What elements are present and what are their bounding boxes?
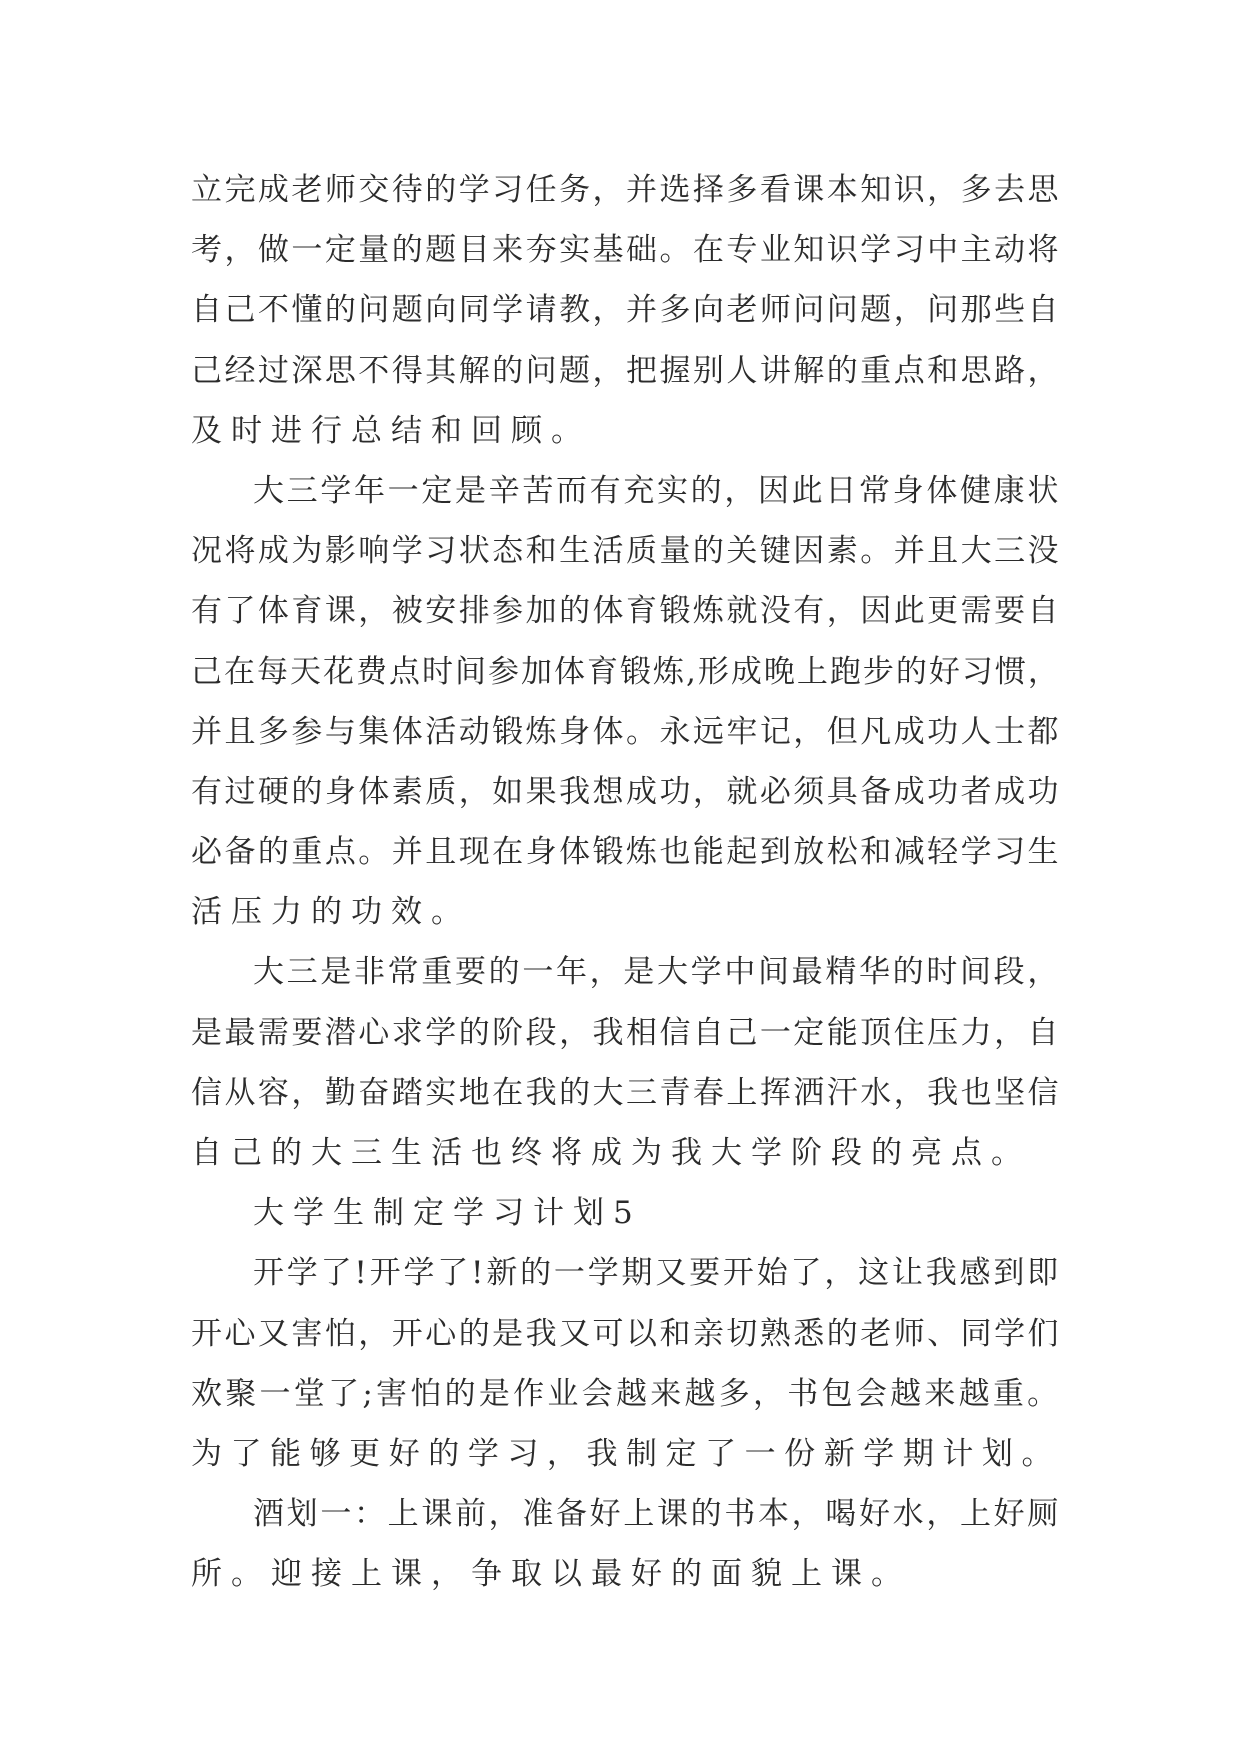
text-line: 及时进行总结和回顾。 xyxy=(191,412,591,449)
text-line: 自己的大三生活也终将成为我大学阶段的亮点。 xyxy=(191,1135,1031,1171)
text-line: 为了能够更好的学习，我制定了一份新学期计划。 xyxy=(191,1435,1061,1472)
text-line: 开学了!开学了!新的一学期又要开始了，这让我感到即 xyxy=(253,1255,1061,1292)
text-line: 所。迎接上课，争取以最好的面貌上课。 xyxy=(191,1556,911,1593)
text-line: 信从容，勤奋踏实地在我的大三青春上挥洒汗水，我也坚信 xyxy=(191,1074,1061,1111)
text-line: 活压力的功效。 xyxy=(191,894,471,931)
paragraph xyxy=(191,1243,1061,1484)
text-line: 大学生制定学习计划5 xyxy=(253,1195,642,1232)
text-line: 有过硬的身体素质，如果我想成功，就必须具备成功者成功 xyxy=(191,773,1061,810)
text-line: 是最需要潜心求学的阶段，我相信自己一定能顶住压力，自 xyxy=(191,1014,1061,1051)
text-line: 大三学年一定是辛苦而有充实的，因此日常身体健康状 xyxy=(253,472,1061,509)
paragraph xyxy=(191,942,1061,1183)
text-line: 己在每天花费点时间参加体育锻炼,形成晚上跑步的好习惯， xyxy=(191,653,1061,690)
text-line: 考，做一定量的题目来夯实基础。在专业知识学习中主动将 xyxy=(191,232,1061,269)
section-heading xyxy=(191,1183,1061,1243)
text-line: 立完成老师交待的学习任务，并选择多看课本知识，多去思 xyxy=(191,172,1061,208)
text-line: 况将成为影响学习状态和生活质量的关键因素。并且大三没 xyxy=(191,533,1061,570)
text-line: 必备的重点。并且现在身体锻炼也能起到放松和减轻学习生 xyxy=(191,834,1061,871)
document-body xyxy=(191,160,1061,1605)
text-line: 大三是非常重要的一年，是大学中间最精华的时间段， xyxy=(253,954,1061,991)
text-line: 有了体育课，被安排参加的体育锻炼就没有，因此更需要自 xyxy=(191,593,1061,630)
text-line: 欢聚一堂了;害怕的是作业会越来越多，书包会越来越重。 xyxy=(191,1375,1062,1412)
text-line: 自己不懂的问题向同学请教，并多向老师问问题，问那些自 xyxy=(191,292,1061,329)
text-line: 并且多参与集体活动锻炼身体。永远牢记，但凡成功人士都 xyxy=(191,713,1061,750)
paragraph xyxy=(191,1484,1061,1604)
text-line: 酒划一：上课前，准备好上课的书本，喝好水，上好厕 xyxy=(253,1496,1061,1533)
paragraph xyxy=(191,461,1061,943)
paragraph xyxy=(191,160,1061,461)
text-line: 开心又害怕，开心的是我又可以和亲切熟悉的老师、同学们 xyxy=(191,1315,1061,1352)
text-line: 己经过深思不得其解的问题，把握别人讲解的重点和思路， xyxy=(191,352,1061,389)
